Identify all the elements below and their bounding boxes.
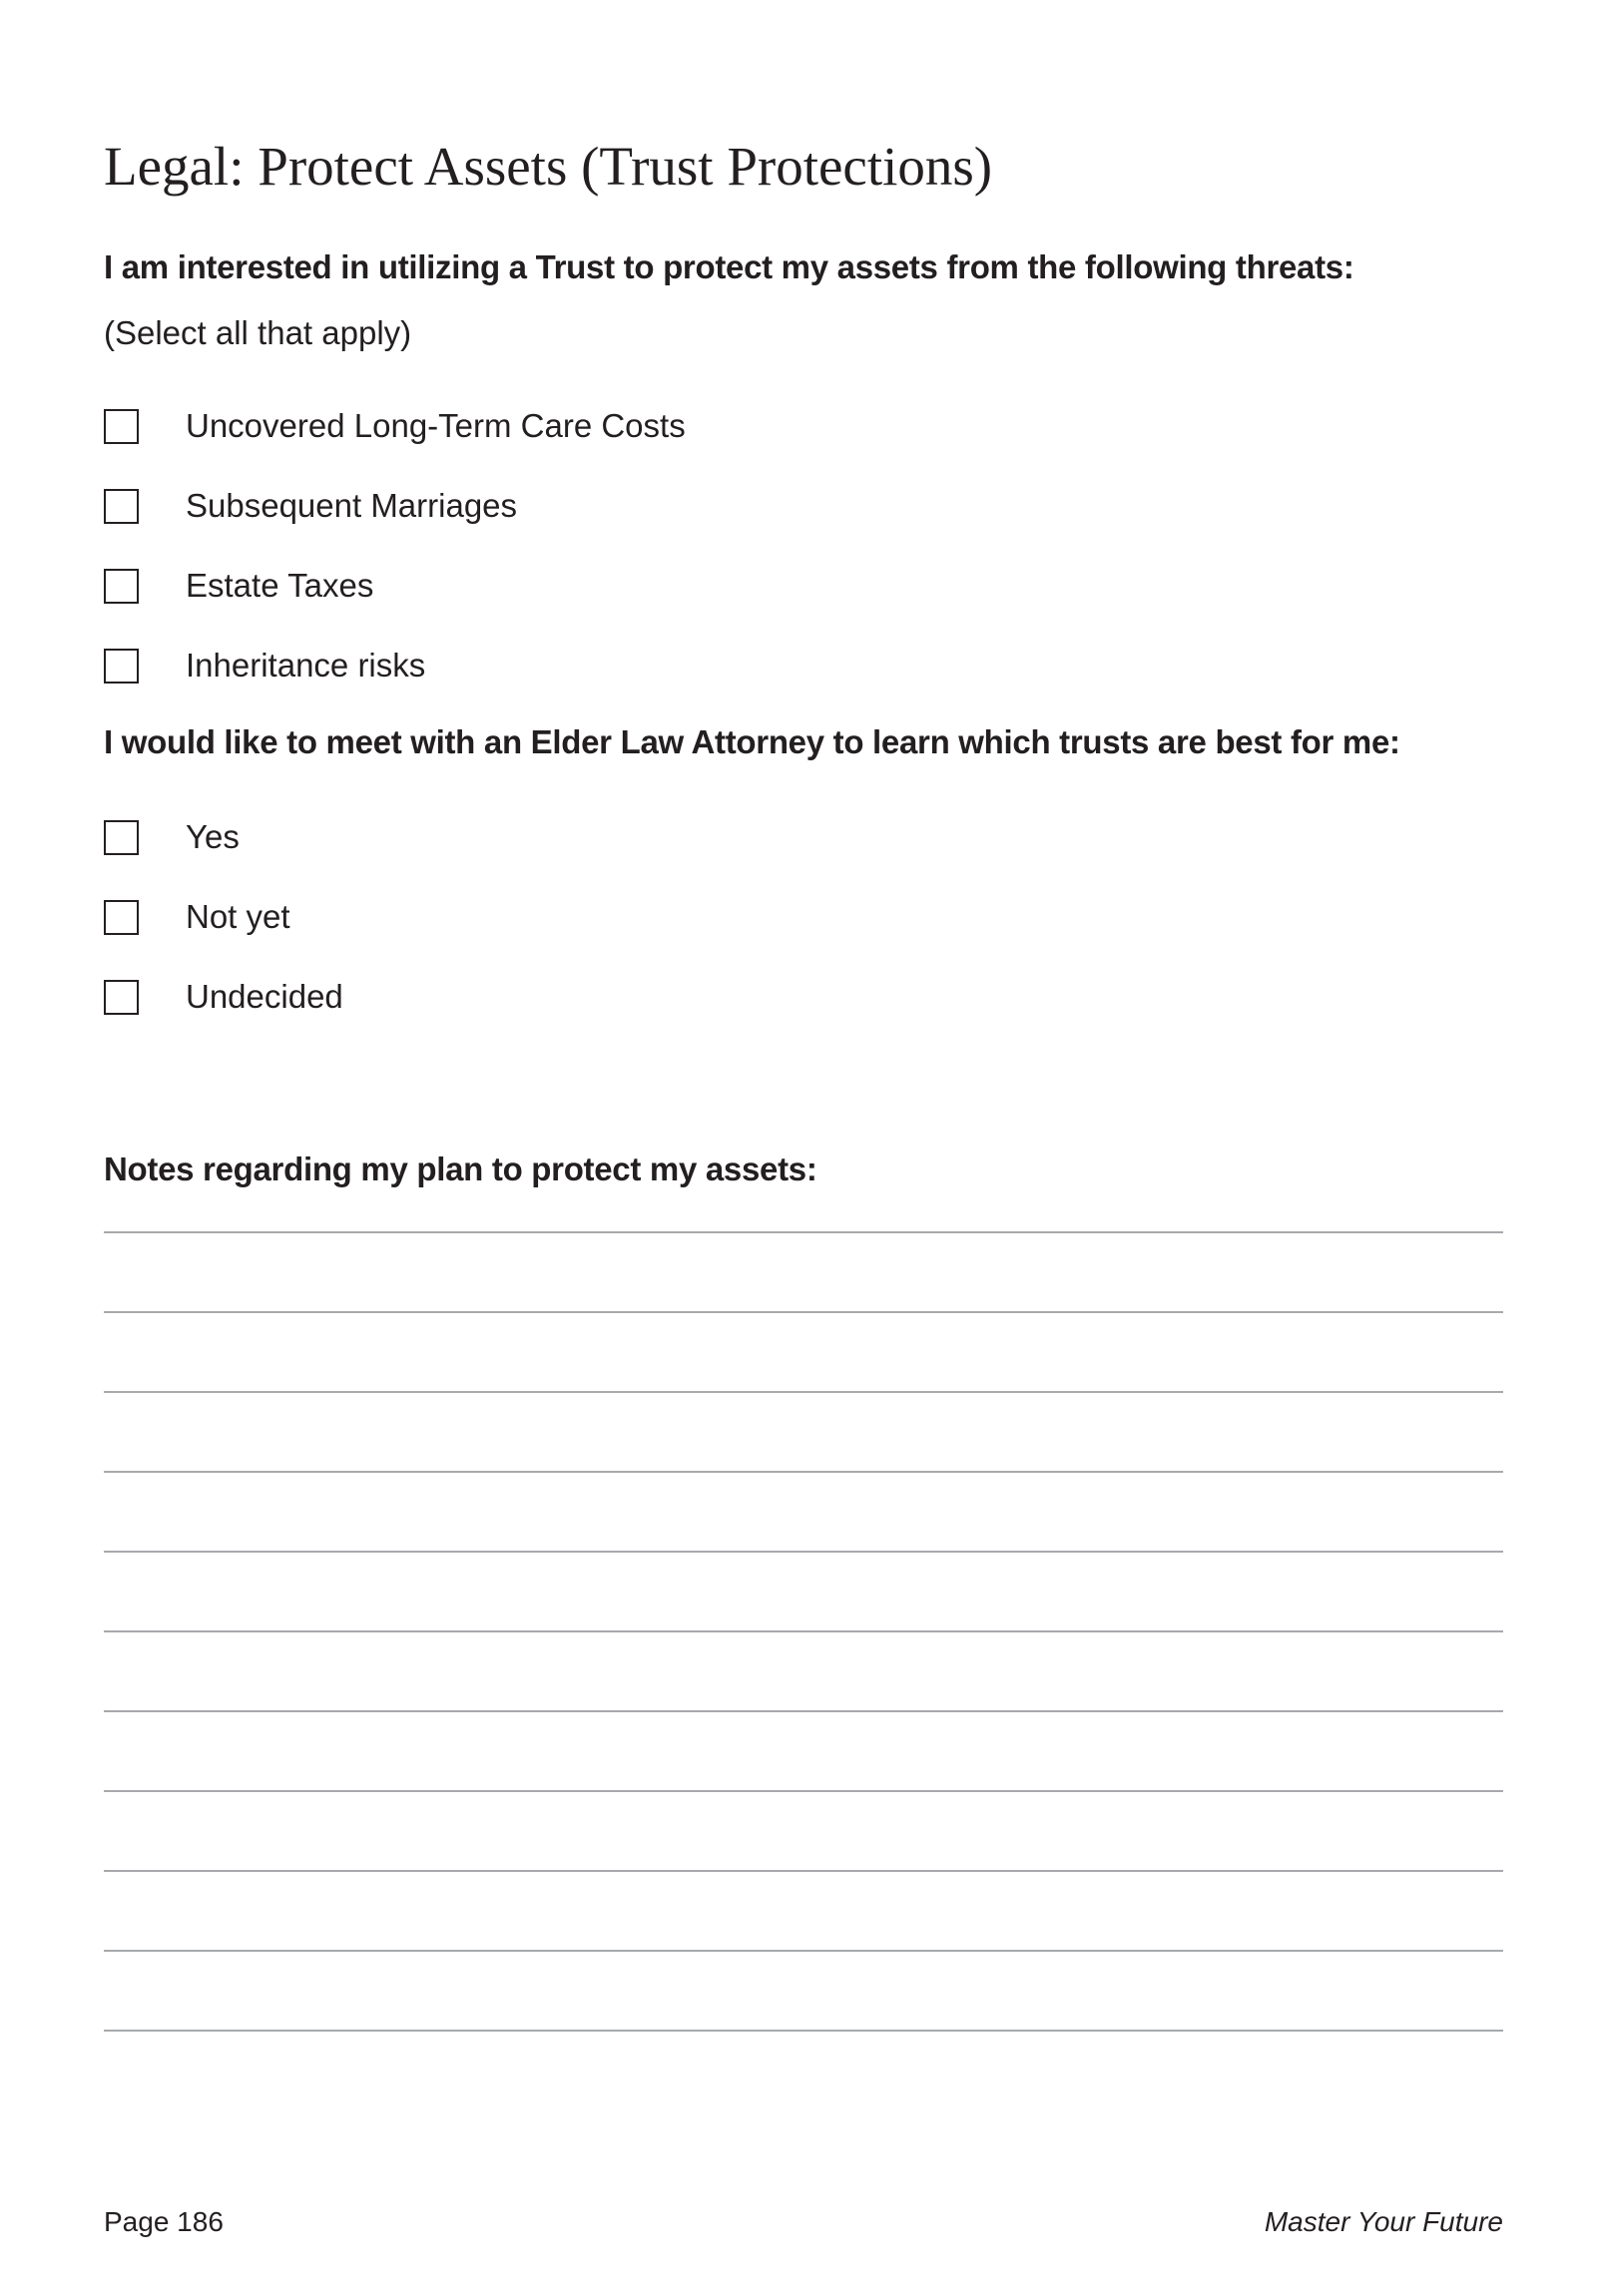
notes-line bbox=[104, 1311, 1503, 1313]
notes-line bbox=[104, 1231, 1503, 1233]
option-not-yet[interactable] bbox=[104, 895, 290, 939]
option-label: Yes bbox=[186, 818, 240, 855]
notes-line bbox=[104, 2030, 1503, 2032]
checkbox-not-yet[interactable] bbox=[104, 900, 139, 935]
notes-line bbox=[104, 1710, 1503, 1712]
meeting-question: I would like to meet with an Elder Law Attorney to learn which trusts are best for me: bbox=[104, 723, 1400, 760]
option-label: Inheritance risks bbox=[186, 647, 426, 684]
notes-line bbox=[104, 1471, 1503, 1473]
notes-heading: Notes regarding my plan to protect my assets: bbox=[104, 1150, 817, 1187]
notes-line bbox=[104, 1870, 1503, 1872]
option-label: Undecided bbox=[186, 978, 343, 1015]
threats-question: I am interested in utilizing a Trust to protect my assets from the following threats: bbox=[104, 248, 1354, 285]
notes-line bbox=[104, 1630, 1503, 1632]
option-long-term-care[interactable] bbox=[104, 404, 686, 448]
option-estate-taxes[interactable] bbox=[104, 564, 373, 608]
option-yes[interactable] bbox=[104, 815, 240, 859]
checkbox-undecided[interactable] bbox=[104, 980, 139, 1015]
notes-lines[interactable] bbox=[104, 1231, 1503, 2066]
page-title: Legal: Protect Assets (Trust Protections) bbox=[104, 136, 993, 197]
page-number: Page 186 bbox=[104, 2206, 224, 2237]
checkbox-long-term-care[interactable] bbox=[104, 409, 139, 444]
option-label: Not yet bbox=[186, 898, 290, 935]
notes-line bbox=[104, 1551, 1503, 1553]
checkbox-estate-taxes[interactable] bbox=[104, 569, 139, 604]
notes-line bbox=[104, 1950, 1503, 1952]
notes-line bbox=[104, 1790, 1503, 1792]
option-label: Subsequent Marriages bbox=[186, 487, 518, 524]
select-all-instruction: (Select all that apply) bbox=[104, 314, 412, 351]
option-subsequent-marriages[interactable] bbox=[104, 484, 517, 528]
checkbox-yes[interactable] bbox=[104, 820, 139, 855]
option-label: Uncovered Long-Term Care Costs bbox=[186, 407, 686, 444]
book-title: Master Your Future bbox=[1264, 2206, 1503, 2237]
option-undecided[interactable] bbox=[104, 975, 343, 1019]
notes-line bbox=[104, 1391, 1503, 1393]
checkbox-inheritance-risks[interactable] bbox=[104, 649, 139, 684]
option-inheritance-risks[interactable] bbox=[104, 644, 425, 688]
checkbox-subsequent-marriages[interactable] bbox=[104, 489, 139, 524]
option-label: Estate Taxes bbox=[186, 567, 374, 604]
